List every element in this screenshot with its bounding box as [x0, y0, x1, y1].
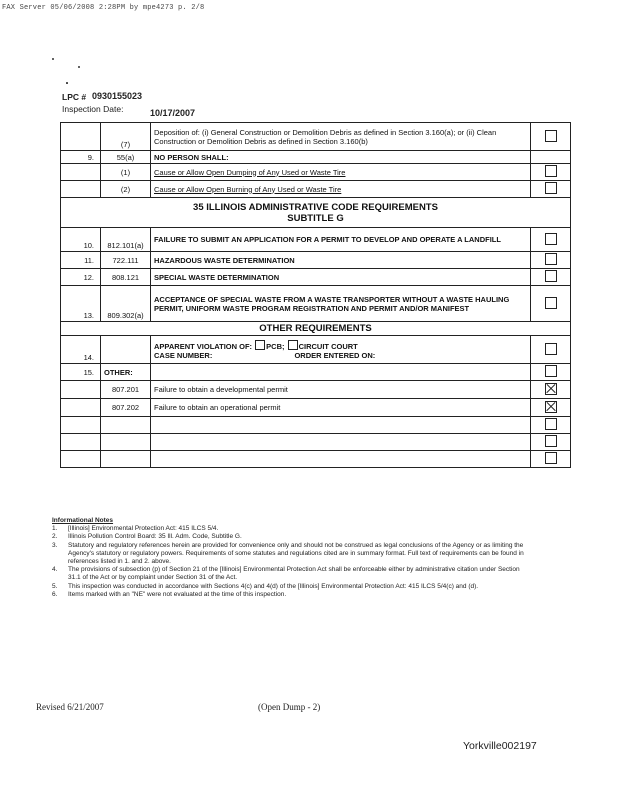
- row-number: 11.: [61, 252, 101, 269]
- table-row: [61, 181, 571, 198]
- row-checkbox-cell: [531, 336, 571, 364]
- row-description: [151, 364, 531, 381]
- note-number: 5.: [52, 582, 58, 590]
- row-checkbox-cell: [531, 286, 571, 322]
- note-text: The provisions of subsection (p) of Section 21 of the [Illinois] Environmental Protection Act shall be enforceable either by administrative citation under Section 31.1 of the Act or by complaint under Section 31 of the Act.: [68, 566, 520, 582]
- note-text: Illinois Pollution Control Board: 35 Ill. Adm. Code, Subtitle G.: [68, 533, 242, 541]
- row-checkbox-cell: [531, 434, 571, 451]
- pcb-label: PCB;: [266, 341, 285, 351]
- table-row: [61, 269, 571, 286]
- banner-title: 35 ILLINOIS ADMINISTRATIVE CODE REQUIREMENTS: [193, 201, 438, 213]
- row-checkbox-cell: [531, 252, 571, 269]
- row-number: [61, 123, 101, 151]
- note-item: [52, 542, 532, 567]
- banner-subtitle: SUBTITLE G: [287, 212, 344, 224]
- informational-notes: [52, 517, 532, 599]
- lpc-value: 0930155023: [92, 91, 143, 101]
- checkbox[interactable]: [545, 253, 557, 265]
- table-row: [61, 286, 571, 322]
- scan-speck: [52, 58, 54, 60]
- row-description: FAILURE TO SUBMIT AN APPLICATION FOR A PERMIT TO DEVELOP AND OPERATE A LANDFILL: [151, 228, 531, 252]
- row-checkbox-cell: [531, 381, 571, 399]
- row-checkbox-cell: [531, 164, 571, 181]
- order-entered-label: ORDER ENTERED ON:: [294, 350, 376, 360]
- note-text: Statutory and regulatory references herein are provided for convenience only and should not be construed as legal conclusions of the Agency or as limiting the Agency's statutory or regulatory powers. Requirements of some statutes and regulations cited are in summary format. Full text of requirements can be found in references listed in 1. and 2. above.: [68, 541, 524, 566]
- row-description: Deposition of: (i) General Construction or Demolition Debris as defined in Section 3.160(a); or (ii) Clean Construction or Demolition Debris as defined in Section 3.160(b): [151, 123, 531, 151]
- row-section: (7): [101, 123, 151, 151]
- row-number: [61, 381, 101, 399]
- table-row: [61, 434, 571, 451]
- row-number: [61, 451, 101, 468]
- table-row: [61, 252, 571, 269]
- inspection-date-label: Inspection Date:: [62, 104, 124, 114]
- checkbox[interactable]: [545, 165, 557, 177]
- row-checkbox-cell: [531, 151, 571, 164]
- row-number: [61, 417, 101, 434]
- inspection-date-value: 10/17/2007: [150, 108, 196, 118]
- row-checkbox-cell: [531, 399, 571, 417]
- row-section: 807.201: [101, 381, 151, 399]
- scan-speck: [78, 66, 80, 68]
- note-item: [52, 525, 532, 533]
- note-text: Items marked with an "NE" were not evaluated at the time of this inspection.: [68, 590, 287, 598]
- circuit-court-label: CIRCUIT COURT: [298, 341, 358, 351]
- row-section: (1): [101, 164, 151, 181]
- table-row: [61, 228, 571, 252]
- note-number: 2.: [52, 533, 58, 541]
- row-description: HAZARDOUS WASTE DETERMINATION: [151, 252, 531, 269]
- note-text: [Illinois] Environmental Protection Act: 415 ILCS 5/4.: [68, 525, 219, 533]
- checkbox[interactable]: [545, 130, 557, 142]
- row-section: 55(a): [101, 151, 151, 164]
- row-section: 722.111: [101, 252, 151, 269]
- note-number: 3.: [52, 541, 58, 549]
- row-number: 10.: [61, 228, 101, 252]
- row-description: Cause or Allow Open Burning of Any Used or Waste Tire: [151, 181, 531, 198]
- row-description: [151, 451, 531, 468]
- checked-checkbox[interactable]: [545, 401, 557, 413]
- note-item: [52, 583, 532, 591]
- revised-date: Revised 6/21/2007: [36, 702, 104, 712]
- checkbox[interactable]: [545, 343, 557, 355]
- note-item: [52, 533, 532, 541]
- note-text: This inspection was conducted in accordance with Sections 4(c) and 4(d) of the [Illinois] Environmental Protection Act: 415 ILCS 5/4(c) and (d).: [68, 582, 479, 590]
- row-number: 9.: [61, 151, 101, 164]
- row-description: Failure to obtain an operational permit: [151, 399, 531, 417]
- apparent-violation-label: APPARENT VIOLATION OF:: [154, 341, 253, 351]
- row-section: OTHER:: [101, 364, 151, 381]
- case-number-label: CASE NUMBER:: [154, 350, 213, 360]
- checkbox[interactable]: [545, 270, 557, 282]
- checkbox[interactable]: [545, 365, 557, 377]
- row-description: SPECIAL WASTE DETERMINATION: [151, 269, 531, 286]
- row-checkbox-cell: [531, 228, 571, 252]
- row-section: (2): [101, 181, 151, 198]
- row-number: [61, 164, 101, 181]
- row-checkbox-cell: [531, 364, 571, 381]
- table-row: [61, 364, 571, 381]
- note-number: 6.: [52, 590, 58, 598]
- row-section: 808.121: [101, 269, 151, 286]
- row-checkbox-cell: [531, 451, 571, 468]
- row-description: [151, 417, 531, 434]
- row-number: 13.: [61, 286, 101, 322]
- section-banner: [61, 322, 571, 336]
- notes-title: Informational Notes: [52, 517, 114, 524]
- row-number: [61, 399, 101, 417]
- table-row: [61, 336, 571, 364]
- row-description: [151, 434, 531, 451]
- row-description: NO PERSON SHALL:: [151, 151, 531, 164]
- note-number: 4.: [52, 566, 58, 574]
- row-checkbox-cell: [531, 181, 571, 198]
- row-number: 14.: [61, 336, 101, 364]
- row-description: [151, 336, 531, 364]
- checked-checkbox[interactable]: [545, 383, 557, 395]
- row-number: [61, 181, 101, 198]
- row-section: 809.302(a): [101, 286, 151, 322]
- row-description: Failure to obtain a developmental permit: [151, 381, 531, 399]
- note-number: 1.: [52, 525, 58, 533]
- row-section: 812.101(a): [101, 228, 151, 252]
- table-row: [61, 381, 571, 399]
- row-checkbox-cell: [531, 123, 571, 151]
- table-row: [61, 151, 571, 164]
- row-section: [101, 434, 151, 451]
- table-row: [61, 451, 571, 468]
- checkbox[interactable]: [288, 340, 298, 350]
- note-item: [52, 566, 532, 582]
- checkbox[interactable]: [255, 340, 265, 350]
- row-checkbox-cell: [531, 417, 571, 434]
- form-name: (Open Dump - 2): [258, 702, 321, 712]
- row-description: Cause or Allow Open Dumping of Any Used or Waste Tire: [151, 164, 531, 181]
- note-item: [52, 591, 532, 599]
- checkbox[interactable]: [545, 182, 557, 194]
- checkbox[interactable]: [545, 297, 557, 309]
- section-banner: [61, 198, 571, 228]
- table-row: [61, 123, 571, 151]
- row-section: 807.202: [101, 399, 151, 417]
- checkbox[interactable]: [545, 452, 557, 464]
- row-section: [101, 451, 151, 468]
- checkbox[interactable]: [545, 435, 557, 447]
- row-checkbox-cell: [531, 269, 571, 286]
- checkbox[interactable]: [545, 233, 557, 245]
- row-number: 12.: [61, 269, 101, 286]
- row-section: [101, 417, 151, 434]
- banner-title: OTHER REQUIREMENTS: [61, 322, 571, 336]
- scan-speck: [66, 82, 68, 84]
- row-number: 15.: [61, 364, 101, 381]
- table-row: [61, 164, 571, 181]
- row-section: [101, 336, 151, 364]
- row-number: [61, 434, 101, 451]
- fax-header: FAX Server 05/06/2008 2:28PM by mpe4273 p. 2/8: [2, 4, 205, 12]
- bates-number: Yorkville002197: [463, 740, 537, 752]
- table-row: [61, 417, 571, 434]
- lpc-label: LPC #: [62, 92, 87, 102]
- requirements-table: [60, 122, 571, 468]
- table-row: [61, 399, 571, 417]
- row-description: ACCEPTANCE OF SPECIAL WASTE FROM A WASTE TRANSPORTER WITHOUT A WASTE HAULING PERMIT, UNIFORM WASTE PROGRAM REGISTRATION AND PERMIT AND/OR MANIFEST: [151, 286, 531, 322]
- checkbox[interactable]: [545, 418, 557, 430]
- banner-cell: [61, 198, 571, 228]
